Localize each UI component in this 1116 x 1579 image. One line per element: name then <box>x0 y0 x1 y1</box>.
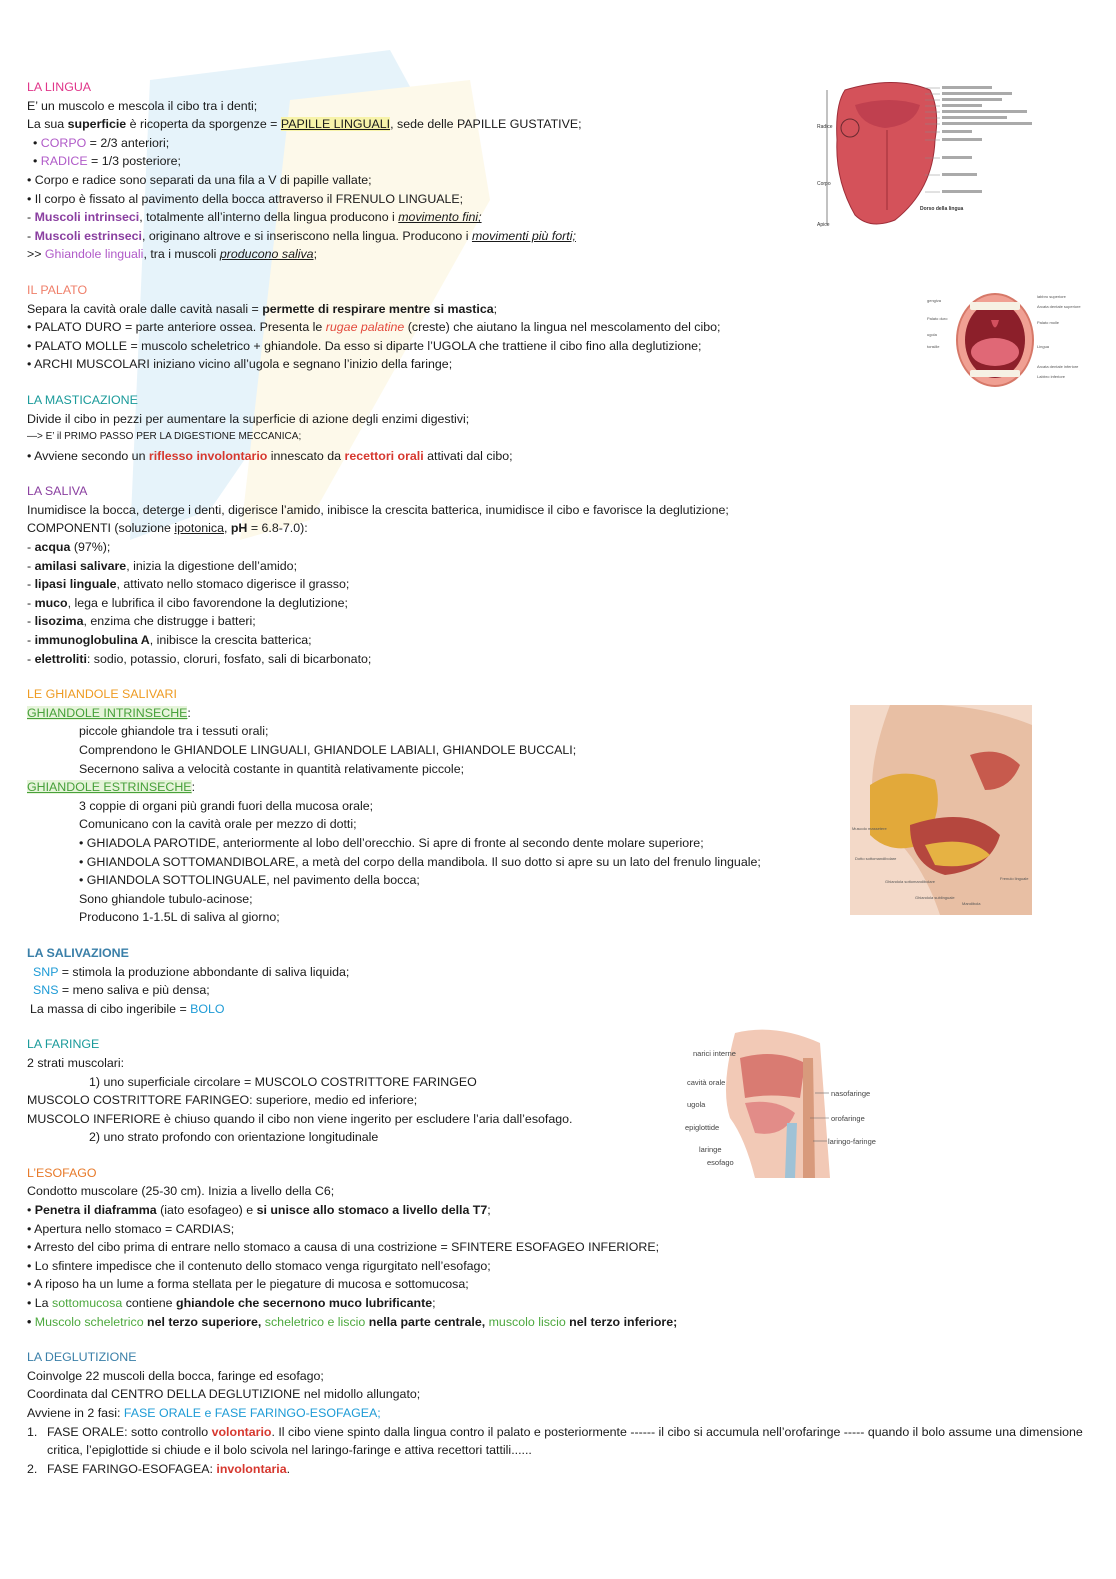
text-line <box>27 1294 1097 1313</box>
salivary-glands-illustration <box>850 705 1032 915</box>
section-title: IL PALATO <box>27 282 88 297</box>
text: , attivato nello stomaco digerisce il grasso; <box>116 577 350 592</box>
mouth-label: ugola <box>927 332 937 337</box>
term: volontario <box>211 1424 272 1439</box>
term: Ghiandole linguali <box>44 247 144 262</box>
emphasis: movimenti più forti; <box>471 228 576 243</box>
text-line: • Lo sfintere impedisce che il contenuto dello stomaco venga rigurgitato nell’esofago; <box>27 1258 491 1273</box>
component-name: acqua <box>34 540 71 555</box>
text-line: Sono ghiandole tubulo-acinose; <box>79 891 253 906</box>
section-title: LA SALIVA <box>27 484 88 499</box>
text: - <box>27 595 35 610</box>
text-line: • PALATO MOLLE = muscolo scheletrico + ghiandole. Da esso si diparte l’UGOLA che trattiene il cibo fino alla deglutizione; <box>27 338 702 353</box>
text-line: • Arresto del cibo prima di entrare nello stomaco a causa di una costrizione = SFINTERE ESOFAGEO INFERIORE; <box>27 1240 660 1255</box>
text: • PALATO DURO = parte anteriore ossea. Presenta le <box>27 320 326 335</box>
text: (97%); <box>70 540 111 555</box>
subheading-text: GHIANDOLE INTRINSECHE <box>27 705 188 720</box>
list-text <box>47 1423 1097 1460</box>
text: nel terzo inferiore; <box>565 1314 678 1329</box>
tongue-illustration <box>815 80 1045 230</box>
text: Separa la cavità orale dalle cavità nasali = <box>27 301 263 316</box>
text-line: —> E’ il PRIMO PASSO PER LA DIGESTIONE MECCANICA; <box>27 431 302 443</box>
term: Muscoli estrinseci <box>34 228 143 243</box>
text-line <box>27 1313 1097 1332</box>
text: : sodio, potassio, cloruri, fosfato, sali di bicarbonato; <box>86 651 372 666</box>
gland-label: Ghiandola sublinguale <box>915 895 955 900</box>
term: RADICE <box>40 154 88 169</box>
text-line <box>27 981 1097 1000</box>
list-item <box>27 650 1097 669</box>
text: ; <box>487 1203 491 1218</box>
term: sottomucosa <box>52 1296 123 1311</box>
term: FASE ORALE e FASE FARINGO-ESOFAGEA; <box>123 1406 381 1420</box>
mouth-label: Palato molle <box>1037 320 1060 325</box>
term: CORPO <box>40 135 87 150</box>
pharynx-illustration <box>685 1028 885 1178</box>
list-item <box>27 594 1097 613</box>
text: • La <box>27 1296 53 1311</box>
component-name: immunoglobulina A <box>34 633 150 648</box>
text: La massa di cibo ingeribile = <box>30 1001 191 1016</box>
term: SNS <box>33 983 59 998</box>
bold-term: ghiandole che secernono muco lubrificante <box>176 1296 433 1311</box>
pharynx-label: epiglottide <box>685 1123 720 1132</box>
text: - <box>27 540 35 555</box>
text: La sua <box>27 117 68 132</box>
list-item <box>27 612 1097 631</box>
text: , sede delle PAPILLE GUSTATIVE; <box>390 117 582 132</box>
text-line: • GHIADOLA PAROTIDE, anteriormente al lobo dell’orecchio. Si apre di fronte al secondo dente molare superiore; <box>79 835 704 850</box>
text: ; <box>432 1296 436 1311</box>
pharynx-label: laringo-faringe <box>828 1137 876 1146</box>
mouth-label: Arcata dentale superiore <box>1037 304 1081 309</box>
list-item <box>27 538 1097 557</box>
text: - <box>27 614 35 629</box>
bold-term: superficie <box>67 117 127 132</box>
pharynx-label: nasofaringe <box>831 1089 871 1098</box>
text-line: Divide il cibo in pezzi per aumentare la superficie di azione degli enzimi digestivi; <box>27 411 470 426</box>
text: , inibisce la crescita batterica; <box>149 633 312 648</box>
text: = 6.8-7.0): <box>247 521 308 536</box>
section-saliva <box>27 482 1097 668</box>
gland-label: Ghiandola sottomandibolare <box>885 879 936 884</box>
text-line: piccole ghiandole tra i tessuti orali; <box>79 724 269 739</box>
text-line: 3 coppie di organi più grandi fuori della mucosa orale; <box>79 798 374 813</box>
component-list <box>27 538 1097 668</box>
text: , originano altrove e si inseriscono nella lingua. Producono i <box>142 228 472 243</box>
mouth-label: Labbro inferiore <box>1037 374 1066 379</box>
text-line: 2 strati muscolari: <box>27 1055 125 1070</box>
text-line: Comunicano con la cavità orale per mezzo di dotti; <box>79 817 357 832</box>
text: . <box>286 1461 291 1476</box>
text-line <box>27 447 1097 466</box>
text: : <box>187 705 191 720</box>
text-line: • GHIANDOLA SOTTOMANDIBOLARE, a metà del corpo della mandibola. Il suo dotto si apre su un lato del frenulo linguale; <box>79 854 761 869</box>
term: BOLO <box>190 1001 225 1016</box>
text-line: Secernono saliva a velocità costante in quantità relativamente piccole; <box>79 761 465 776</box>
component-name: lisozima <box>34 614 84 629</box>
component-name: muco <box>34 595 68 610</box>
text-line: Inumidisce la bocca, deterge i denti, digerisce l’amido, inibisce la crescita batterica, inumidisce il cibo e favorisce la deglutizione; <box>27 502 729 517</box>
text-line: E’ un muscolo e mescola il cibo tra i denti; <box>27 98 258 113</box>
text: = stimola la produzione abbondante di saliva liquida; <box>58 964 350 979</box>
pharynx-label: orofaringe <box>831 1114 865 1123</box>
section-title: LA LINGUA <box>27 80 92 94</box>
mouth-label: labbro superiore <box>1037 294 1066 299</box>
text: innescato da <box>267 448 345 463</box>
text: - <box>27 228 35 243</box>
text-line <box>27 1000 1097 1019</box>
text: contiene <box>122 1296 176 1311</box>
list-number: 1. <box>27 1424 38 1439</box>
term: scheletrico e liscio <box>264 1314 366 1329</box>
text-line: • GHIANDOLA SOTTOLINGUALE, nel pavimento della bocca; <box>79 873 420 888</box>
gland-label: Mandibola <box>962 901 981 906</box>
section-faringe <box>27 1035 1097 1147</box>
section-deglutizione <box>27 1348 1097 1478</box>
text-line: 1) uno superficiale circolare = MUSCOLO COSTRITTORE FARINGEO <box>89 1074 477 1089</box>
section-title: LA FARINGE <box>27 1037 100 1052</box>
text: = meno saliva e più densa; <box>58 983 210 998</box>
pharynx-label: cavità orale <box>687 1078 726 1087</box>
term: rugae palatine <box>325 320 405 335</box>
bold-term: Penetra il diaframma <box>34 1203 157 1218</box>
text-line: Coinvolge 22 muscoli della bocca, faringe ed esofago; <box>27 1368 324 1383</box>
text: - <box>27 651 35 666</box>
text: >> <box>27 247 45 262</box>
text: FASE FARINGO-ESOFAGEA: <box>47 1461 217 1476</box>
text: (creste) che aiutano la lingua nel mescolamento del cibo; <box>404 320 721 335</box>
text: - <box>27 577 35 592</box>
pharynx-label: narici interne <box>693 1049 736 1058</box>
text: • <box>27 1203 35 1218</box>
text-line: Producono 1-1.5L di saliva al giorno; <box>79 910 280 925</box>
term: muscolo liscio <box>488 1314 566 1329</box>
bold-term: permette di respirare mentre si mastica <box>262 301 494 316</box>
section-title: LE GHIANDOLE SALIVARI <box>27 687 177 702</box>
text: , <box>223 521 231 536</box>
text: , totalmente all’interno della lingua producono i <box>139 210 399 225</box>
bullet: • <box>33 135 41 150</box>
mouth-label: Palato duro <box>927 316 948 321</box>
list-number: 2. <box>27 1461 38 1476</box>
text-line: Comprendono le GHIANDOLE LINGUALI, GHIANDOLE LABIALI, GHIANDOLE BUCCALI; <box>79 743 577 757</box>
text-line: • Il corpo è fissato al pavimento della bocca attraverso il FRENULO LINGUALE; <box>27 191 464 206</box>
list-item <box>27 631 1097 650</box>
list-item <box>27 1423 1097 1460</box>
component-name: lipasi linguale <box>34 577 117 592</box>
section-title: LA DEGLUTIZIONE <box>27 1350 137 1365</box>
text: , lega e lubrifica il cibo favorendone la deglutizione; <box>67 595 348 610</box>
text-line: • Corpo e radice sono separati da una fila a V di papille vallate; <box>27 172 372 187</box>
bold-term: si unisce allo stomaco a livello della T7 <box>256 1203 488 1218</box>
mouth-label: Arcata dentale inferiore <box>1037 364 1079 369</box>
text-line <box>27 1404 1097 1423</box>
term: involontaria <box>216 1461 287 1476</box>
text-line: Condotto muscolare (25-30 cm). Inizia a livello della C6; <box>27 1184 335 1199</box>
text-line: • A riposo ha un lume a forma stellata per le piegature di mucosa e sottomucosa; <box>27 1277 469 1292</box>
section-salivazione <box>27 944 1097 1018</box>
text-line: 2) uno strato profondo con orientazione longitudinale <box>89 1130 379 1145</box>
bold-term: pH <box>230 521 248 536</box>
tongue-caption: Dorso della lingua <box>920 206 964 212</box>
text: = 2/3 anteriori; <box>86 135 170 150</box>
text: : <box>191 780 196 795</box>
text: - <box>27 633 35 648</box>
list-item <box>27 575 1097 594</box>
text: - <box>27 558 35 573</box>
section-title: LA MASTICAZIONE <box>27 392 138 407</box>
section-esofago <box>27 1164 1097 1331</box>
text-line <box>27 963 1097 982</box>
subheading-text: GHIANDOLE ESTRINSECHE <box>27 780 192 795</box>
section-title: L’ESOFAGO <box>27 1165 97 1180</box>
text: = 1/3 posteriore; <box>87 154 181 169</box>
text: Avviene in 2 fasi: <box>27 1406 124 1420</box>
text: , tra i muscoli <box>143 247 220 262</box>
text-line: • ARCHI MUSCOLARI iniziano vicino all’ugola e segnano l’inizio della faringe; <box>27 357 453 372</box>
text-line: MUSCOLO INFERIORE è chiuso quando il cibo non viene ingerito per escludere l’aria dall’esofago. <box>27 1111 573 1126</box>
emphasis: producono saliva <box>219 247 314 262</box>
tongue-label: Corpo <box>817 181 831 187</box>
text: ; <box>493 301 498 316</box>
list-item <box>27 1460 1097 1479</box>
text: è ricoperta da sporgenze = <box>126 117 281 132</box>
text: , enzima che distrugge i batteri; <box>83 614 256 629</box>
text: (iato esofageo) e <box>156 1203 257 1218</box>
text-line <box>27 1201 1097 1220</box>
component-name: elettroliti <box>34 651 87 666</box>
text-line <box>27 245 1097 264</box>
section-masticazione <box>27 391 1097 465</box>
text-line: Coordinata dal CENTRO DELLA DEGLUTIZIONE nel midollo allungato; <box>27 1387 421 1402</box>
text: ; <box>313 247 318 262</box>
section-title: LA SALIVAZIONE <box>27 945 129 960</box>
pharynx-label: laringe <box>699 1145 722 1154</box>
term: recettori orali <box>344 448 424 463</box>
mouth-label: tonsille <box>927 344 940 349</box>
term: Muscoli intrinseci <box>34 210 140 225</box>
text: . Il cibo viene spinto dalla lingua contro il palato e posteriormente ------ il cibo si accumula nell’orofaringe ----- quando il bolo assume una dimensione critica, l’epiglottide si chiude e il bolo scivola nel laringo-faringe e attiva recettori tattili...... <box>47 1424 1083 1458</box>
text: nel terzo superiore, <box>143 1314 265 1329</box>
text: • Avviene secondo un <box>27 448 149 463</box>
mouth-illustration <box>925 290 1090 390</box>
text-line: • Apertura nello stomaco = CARDIAS; <box>27 1221 235 1236</box>
gland-label: Frenulo linguale <box>1000 876 1029 881</box>
highlight-term: PAPILLE LINGUALI <box>280 117 391 132</box>
underlined-term: ipotonica <box>174 521 224 536</box>
list-text <box>47 1460 290 1479</box>
list-item <box>27 557 1097 576</box>
text: • <box>27 1314 35 1329</box>
term: riflesso involontario <box>148 448 268 463</box>
tongue-label: Radice <box>817 124 833 130</box>
pharynx-label: esofago <box>707 1158 734 1167</box>
text: - <box>27 210 35 225</box>
gland-label: Dotto sottomandibolare <box>855 856 897 861</box>
text: COMPONENTI (soluzione <box>27 521 175 536</box>
text: FASE ORALE: sotto controllo <box>47 1424 212 1439</box>
text-line: MUSCOLO COSTRITTORE FARINGEO: superiore, medio ed inferiore; <box>27 1093 418 1108</box>
text: , inizia la digestione dell’amido; <box>126 558 298 573</box>
term: SNP <box>33 964 59 979</box>
mouth-label: gengiva <box>927 298 942 303</box>
tongue-label: Apice <box>817 222 830 228</box>
gland-label: Muscolo massetere <box>852 826 887 831</box>
emphasis: movimento fini; <box>398 210 482 225</box>
component-name: amilasi salivare <box>34 558 127 573</box>
text: attivati dal cibo; <box>423 448 513 463</box>
pharynx-label: ugola <box>687 1100 706 1109</box>
text-line <box>27 519 1097 538</box>
text: nella parte centrale, <box>365 1314 489 1329</box>
bullet: • <box>33 154 41 169</box>
term: Muscolo scheletrico <box>34 1314 144 1329</box>
mouth-label: Lingua <box>1037 344 1050 349</box>
